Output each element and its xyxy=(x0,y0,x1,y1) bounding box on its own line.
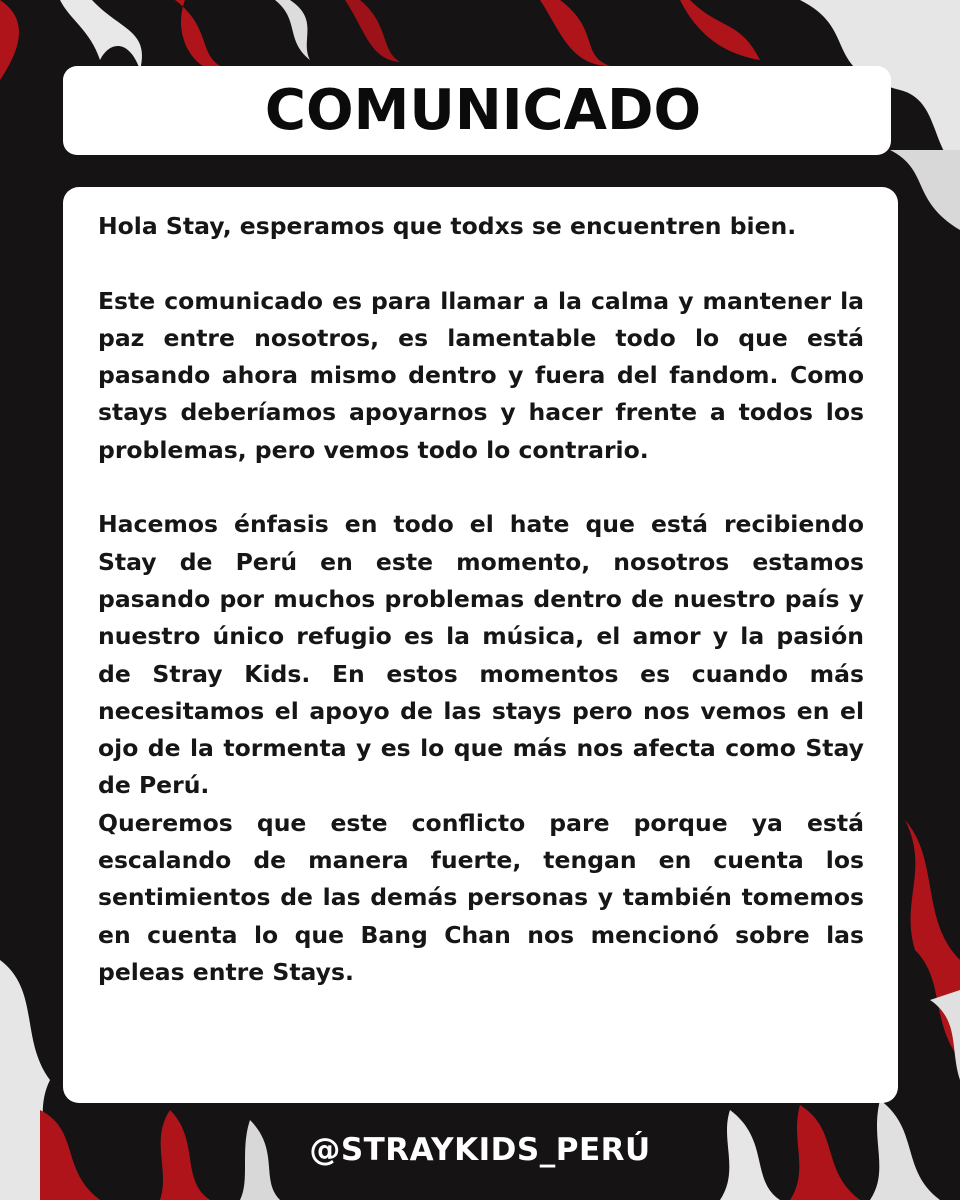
paragraph-hate: Hacemos énfasis en todo el hate que está recibiendo Stay de Perú en este momento, nosotros estamos pasando por muchos problemas dentro de nuestro país y nuestro único refugio es la música, el amor y la pasión de Stray Kids. En estos momentos es cuando más necesitamos el apoyo de las stays pero nos vemos en el ojo de la tormenta y es lo que más nos afecta como Stay de Perú. xyxy=(98,510,864,800)
social-handle: @STRAYKIDS_PERÚ xyxy=(309,1132,651,1168)
page-title: COMUNICADO xyxy=(264,78,702,143)
greeting-paragraph: Hola Stay, esperamos que todxs se encuentren bien. xyxy=(98,212,797,240)
statement-card xyxy=(63,187,898,1103)
paragraph-conflict: Queremos que este conflicto pare porque ya está escalando de manera fuerte, tengan en cuenta los sentimientos de las demás personas y también tomemos en cuenta lo que Bang Chan nos mencionó sobre las peleas entre Stays. xyxy=(98,808,864,986)
paragraph-calm: Este comunicado es para llamar a la calma y mantener la paz entre nosotros, es lamentable todo lo que está pasando ahora mismo dentro y fuera del fandom. Como stays deberíamos apoyarnos y hacer frente a todos los problemas, pero vemos todo lo contrario. xyxy=(98,286,864,464)
statement-body xyxy=(98,208,864,991)
title-card xyxy=(63,66,891,155)
